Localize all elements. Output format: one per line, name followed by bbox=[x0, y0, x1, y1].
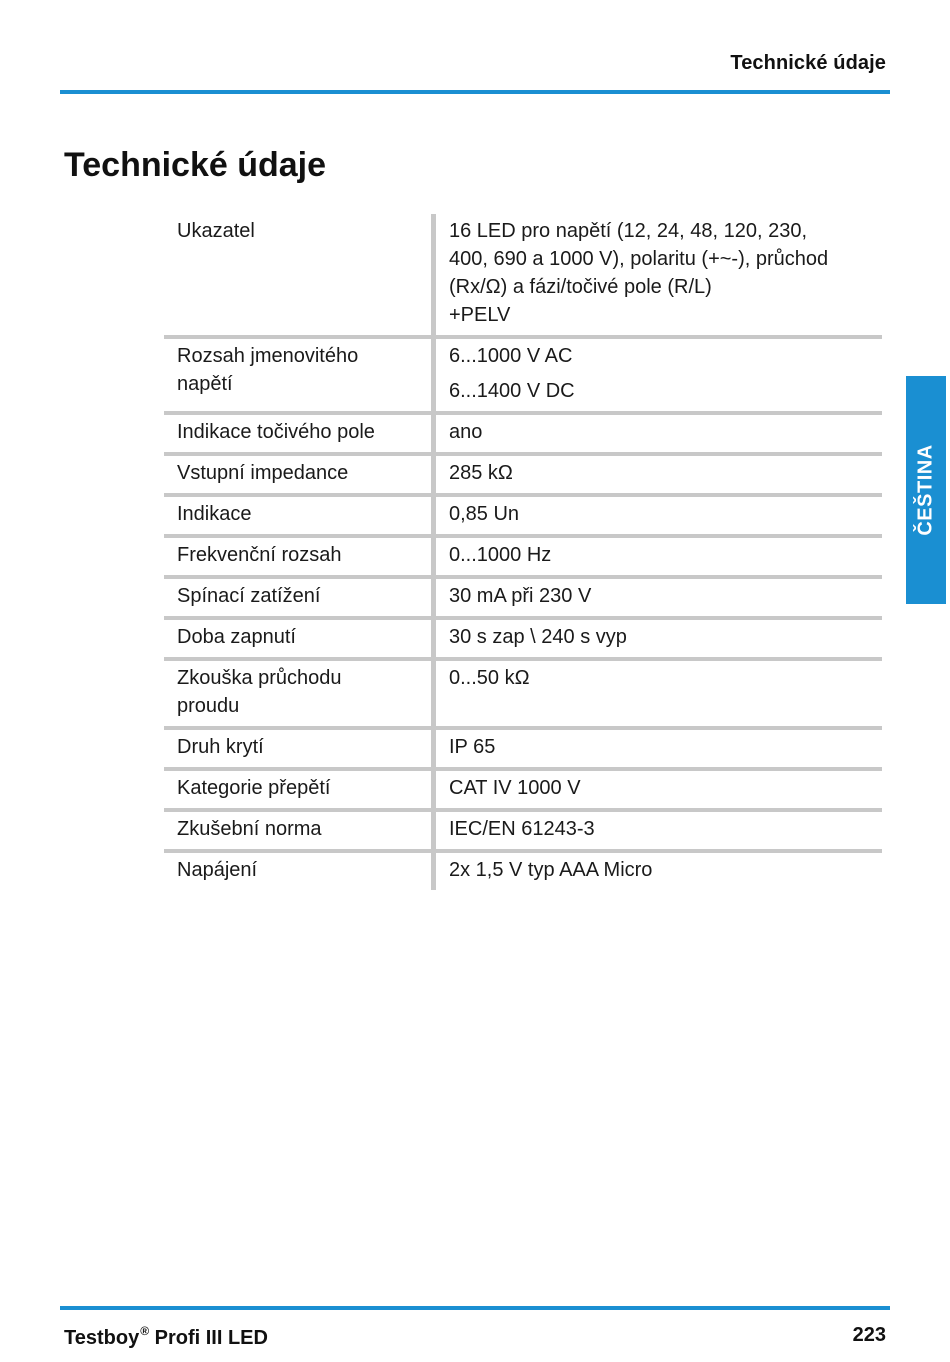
spec-row bbox=[164, 454, 882, 495]
spec-label bbox=[164, 851, 434, 890]
spec-value bbox=[434, 851, 883, 890]
spec-label bbox=[164, 495, 434, 536]
spec-label bbox=[164, 536, 434, 577]
spec-label bbox=[164, 454, 434, 495]
spec-label bbox=[164, 659, 434, 728]
spec-value-line: IP 65 bbox=[449, 736, 496, 758]
spec-value-line: 6...1000 V AC bbox=[449, 345, 573, 367]
spec-label bbox=[164, 337, 434, 413]
spec-table bbox=[164, 214, 882, 890]
language-tab-label: ČEŠTINA bbox=[914, 444, 937, 536]
spec-value-line: IEC/EN 61243-3 bbox=[449, 818, 595, 840]
header-divider bbox=[60, 90, 890, 94]
spec-value-line: 16 LED pro napětí (12, 24, 48, 120, 230, bbox=[449, 220, 808, 242]
spec-label bbox=[164, 618, 434, 659]
footer-brand: Testboy bbox=[64, 1327, 140, 1349]
spec-label bbox=[164, 577, 434, 618]
footer-divider bbox=[60, 1306, 890, 1310]
spec-row bbox=[164, 495, 882, 536]
spec-row bbox=[164, 536, 882, 577]
header-section-title: Technické údaje bbox=[730, 52, 886, 74]
spec-value bbox=[434, 728, 883, 769]
spec-row bbox=[164, 337, 882, 413]
page-number: 223 bbox=[852, 1324, 886, 1346]
spec-row bbox=[164, 618, 882, 659]
spec-row bbox=[164, 728, 882, 769]
spec-label bbox=[164, 728, 434, 769]
spec-value-line: 30 mA při 230 V bbox=[449, 585, 592, 607]
spec-label-text: Druh krytí bbox=[177, 736, 264, 758]
spec-row bbox=[164, 577, 882, 618]
spec-label-text: Zkušební norma bbox=[177, 818, 322, 840]
spec-value bbox=[434, 214, 883, 337]
spec-value bbox=[434, 337, 883, 413]
spec-value-line: 0...1000 Hz bbox=[449, 544, 552, 566]
spec-value bbox=[434, 577, 883, 618]
spec-value-line: 0...50 kΩ bbox=[449, 667, 530, 689]
spec-label-line: proudu bbox=[177, 695, 240, 717]
spec-label-line: Rozsah jmenovitého bbox=[177, 345, 359, 367]
spec-row bbox=[164, 413, 882, 454]
spec-label-text: Vstupní impedance bbox=[177, 462, 349, 484]
spec-row bbox=[164, 851, 882, 890]
language-tab[interactable] bbox=[906, 376, 946, 604]
spec-label-text: Ukazatel bbox=[177, 220, 255, 242]
spec-label bbox=[164, 413, 434, 454]
spec-label-line: napětí bbox=[177, 373, 233, 395]
spec-label-text: Kategorie přepětí bbox=[177, 777, 331, 799]
spec-value-line: 6...1400 V DC bbox=[449, 380, 575, 402]
spec-label-text: Napájení bbox=[177, 859, 258, 881]
spec-value bbox=[434, 495, 883, 536]
spec-row bbox=[164, 659, 882, 728]
spec-value-line: 0,85 Un bbox=[449, 503, 520, 525]
spec-value bbox=[434, 810, 883, 851]
spec-label-text: Indikace bbox=[177, 503, 252, 525]
spec-row bbox=[164, 810, 882, 851]
footer-product bbox=[64, 1324, 268, 1350]
spec-value bbox=[434, 413, 883, 454]
spec-value-line: CAT IV 1000 V bbox=[449, 777, 581, 799]
spec-label-text: Frekvenční rozsah bbox=[177, 544, 342, 566]
spec-label-text: Spínací zatížení bbox=[177, 585, 321, 607]
spec-value-line: 2x 1,5 V typ AAA Micro bbox=[449, 859, 653, 881]
registered-mark: ® bbox=[140, 1324, 150, 1338]
footer-model: Profi III LED bbox=[154, 1327, 268, 1349]
spec-label bbox=[164, 214, 434, 337]
spec-value-line: 285 kΩ bbox=[449, 462, 513, 484]
spec-label-text: Doba zapnutí bbox=[177, 626, 296, 648]
spec-label-text: Indikace točivého pole bbox=[177, 421, 375, 443]
spec-value bbox=[434, 618, 883, 659]
spec-label bbox=[164, 769, 434, 810]
spec-value-line: +PELV bbox=[449, 304, 511, 326]
spec-row bbox=[164, 769, 882, 810]
page-title: Technické údaje bbox=[64, 146, 327, 184]
spec-label-line: Zkouška průchodu bbox=[177, 667, 342, 689]
spec-value-line: 30 s zap \ 240 s vyp bbox=[449, 626, 627, 648]
spec-value bbox=[434, 454, 883, 495]
spec-value-line: ano bbox=[449, 421, 483, 443]
spec-value-line: 400, 690 a 1000 V), polaritu (+~-), průchod bbox=[449, 248, 829, 270]
spec-value-line: (Rx/Ω) a fázi/točivé pole (R/L) bbox=[449, 276, 712, 298]
spec-row bbox=[164, 214, 882, 337]
spec-label bbox=[164, 810, 434, 851]
spec-value bbox=[434, 659, 883, 728]
spec-value bbox=[434, 769, 883, 810]
spec-value bbox=[434, 536, 883, 577]
